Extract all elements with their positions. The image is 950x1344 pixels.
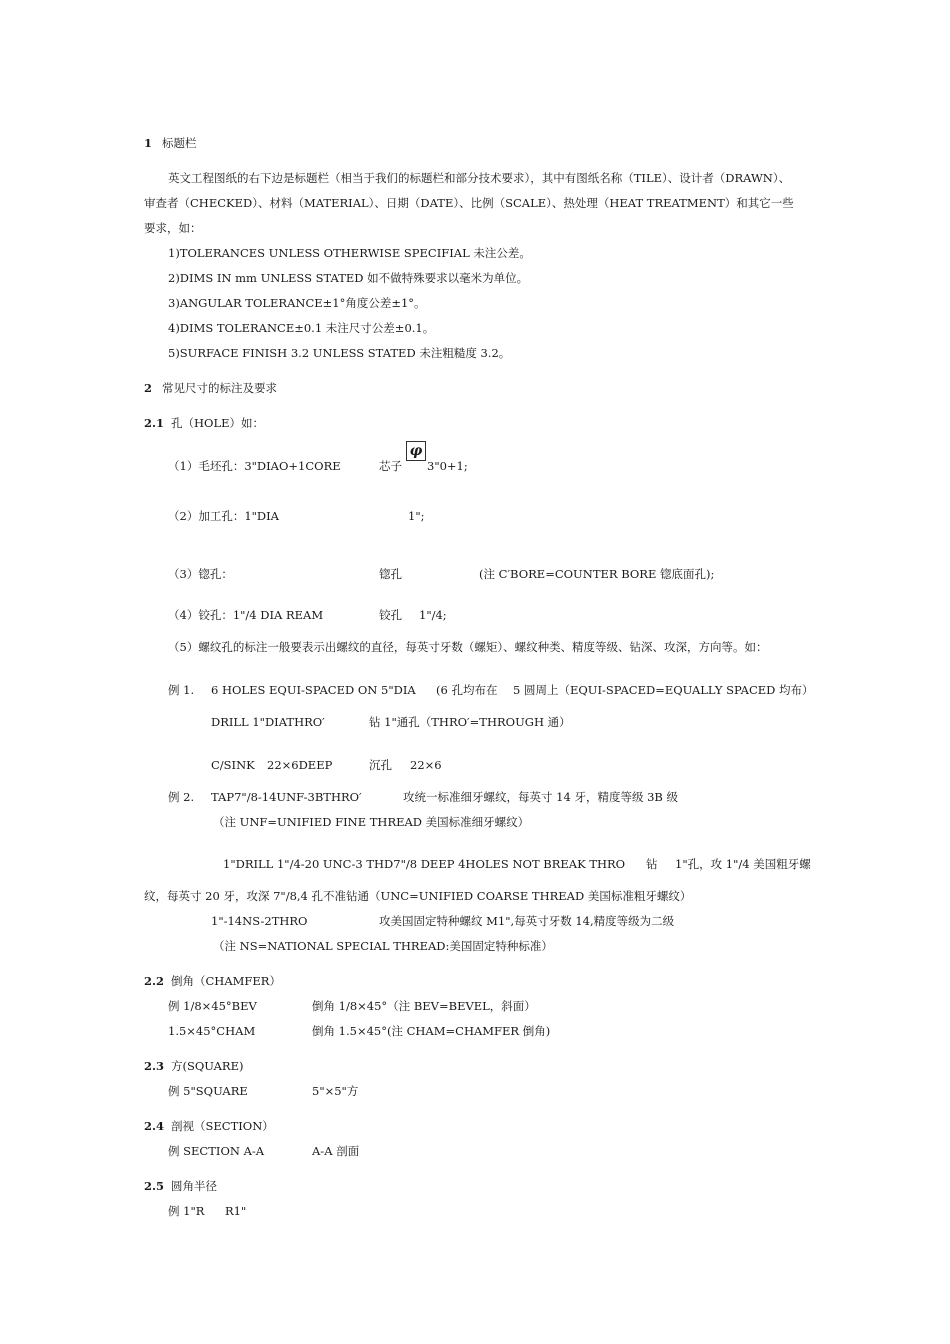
section-2-title: 常见尺寸的标注及要求 [162, 381, 277, 395]
section-2-3-title: 方(SQUARE) [171, 1059, 244, 1073]
hole-3-label: （3）锪孔： [168, 567, 233, 581]
section-2-5-number: 2.5 [144, 1179, 165, 1193]
section-1-title: 标题栏 [162, 136, 197, 150]
example-2-drill-cont: 纹，每英寸 20 牙，攻深 7"/8,4 孔不准钻通（UNC=UNIFIED COARSE THREAD 美国标准粗牙螺纹） [144, 889, 692, 903]
hole-3-note: (注 C′BORE=COUNTER BORE 锪底面孔); [479, 567, 715, 581]
list-item: 4)DIMS TOLERANCE±0.1 未注尺寸公差±0.1。 [168, 321, 435, 335]
example-1-sink-value: 22×6 [410, 758, 442, 772]
section-2-5-title: 圆角半径 [171, 1179, 217, 1193]
chamfer-example: 例 1/8×45°BEV [168, 999, 257, 1013]
hole-4-value: 1"/4; [419, 608, 447, 622]
chamfer-desc: 倒角 1.5×45°(注 CHAM=CHAMFER 倒角) [312, 1024, 551, 1038]
example-1-label: 例 1. [168, 683, 195, 697]
square-example: 例 5"SQUARE [168, 1084, 248, 1098]
example-1-drill: DRILL 1"DIATHRO′ [211, 715, 325, 729]
section-example: 例 SECTION A-A [168, 1144, 265, 1158]
hole-1-value: 3"0+1; [427, 459, 468, 473]
example-1-text: 6 HOLES EQUI-SPACED ON 5"DIA [211, 683, 416, 697]
hole-1-label: （1）毛坯孔：3"DIAO+1CORE [168, 459, 341, 473]
section-2-3-number: 2.3 [144, 1059, 165, 1073]
hole-4-mid: 铰孔 [379, 608, 402, 622]
section-2-2-number: 2.2 [144, 974, 165, 988]
example-1-text: 5 圆周上（EQUI-SPACED=EQUALLY SPACED 均布） [513, 683, 814, 697]
list-item: 3)ANGULAR TOLERANCE±1°角度公差±1°。 [168, 296, 426, 310]
example-1-text: (6 孔均布在 [436, 683, 498, 697]
chamfer-desc: 倒角 1/8×45°（注 BEV=BEVEL，斜面） [312, 999, 536, 1013]
hole-4-label: （4）铰孔：1"/4 DIA REAM [168, 608, 324, 622]
list-item: 5)SURFACE FINISH 3.2 UNLESS STATED 未注粗糙度 3.2。 [168, 346, 511, 360]
example-2-text: TAP7"/8-14UNF-3BTHRO′ [211, 790, 362, 804]
paragraph-line: 要求，如： [144, 221, 202, 235]
list-item: 2)DIMS IN mm UNLESS STATED 如不做特殊要求以毫米为单位。 [168, 271, 529, 285]
hole-1-core: 芯子 [379, 459, 402, 473]
example-1-sink-size: 22×6DEEP [267, 758, 333, 772]
radius-desc: R1" [225, 1204, 247, 1218]
section-2-2-title: 倒角（CHAMFER） [171, 974, 281, 988]
hole-5-text: （5）螺纹孔的标注一般要表示出螺纹的直径，每英寸牙数（螺矩）、螺纹种类、精度等级、钻深、攻深，方向等。如： [168, 640, 768, 654]
section-2-4-number: 2.4 [144, 1119, 165, 1133]
example-1-sink: C/SINK [211, 758, 255, 772]
example-2-ns-note: （注 NS=NATIONAL SPECIAL THREAD:美国固定特种标准） [213, 939, 553, 953]
section-2-1-number: 2.1 [144, 416, 165, 430]
example-2-desc: 攻统一标准细牙螺纹，每英寸 14 牙，精度等级 3B 级 [403, 790, 679, 804]
section-desc: A-A 剖面 [312, 1144, 360, 1158]
chamfer-example: 1.5×45°CHAM [168, 1024, 256, 1038]
example-2-ns-desc: 攻美国固定特种螺纹 M1",每英寸牙数 14,精度等级为二级 [379, 914, 675, 928]
example-2-note: （注 UNF=UNIFIED FINE THREAD 美国标准细牙螺纹） [213, 815, 530, 829]
example-1-sink-desc: 沉孔 [369, 758, 392, 772]
section-2-1-title: 孔（HOLE）如： [171, 416, 264, 430]
paragraph-line: 审查者（CHECKED）、材料（MATERIAL）、日期（DATE）、比例（SCALE）、热处理（HEAT TREATMENT）和其它一些 [144, 196, 794, 210]
list-item: 1)TOLERANCES UNLESS OTHERWISE SPECIFIAL 未注公差。 [168, 246, 531, 260]
example-1-drill-desc: 钻 1"通孔（THRO′=THROUGH 通） [369, 715, 571, 729]
section-1-number: 1 [144, 136, 153, 150]
paragraph-line: 英文工程图纸的右下边是标题栏（相当于我们的标题栏和部分技术要求），其中有图纸名称（TILE）、设计者（DRAWN）、 [168, 171, 791, 185]
example-2-drill-desc: 钻 [646, 857, 658, 871]
hole-2-label: （2）加工孔：1"DIA [168, 509, 279, 523]
diameter-symbol-icon: φ [406, 441, 426, 461]
hole-3-mid: 锪孔 [379, 567, 402, 581]
example-2-drill: 1"DRILL 1"/4-20 UNC-3 THD7"/8 DEEP 4HOLES NOT BREAK THRO [223, 857, 626, 871]
hole-2-value: 1"; [408, 509, 425, 523]
example-2-ns: 1"-14NS-2THRO [211, 914, 308, 928]
radius-example: 例 1"R [168, 1204, 205, 1218]
section-2-4-title: 剖视（SECTION） [171, 1119, 274, 1133]
section-2-number: 2 [144, 381, 153, 395]
example-2-label: 例 2. [168, 790, 195, 804]
example-2-drill-desc: 1"孔，攻 1"/4 美国粗牙螺 [675, 857, 811, 871]
square-desc: 5"×5"方 [312, 1084, 359, 1098]
